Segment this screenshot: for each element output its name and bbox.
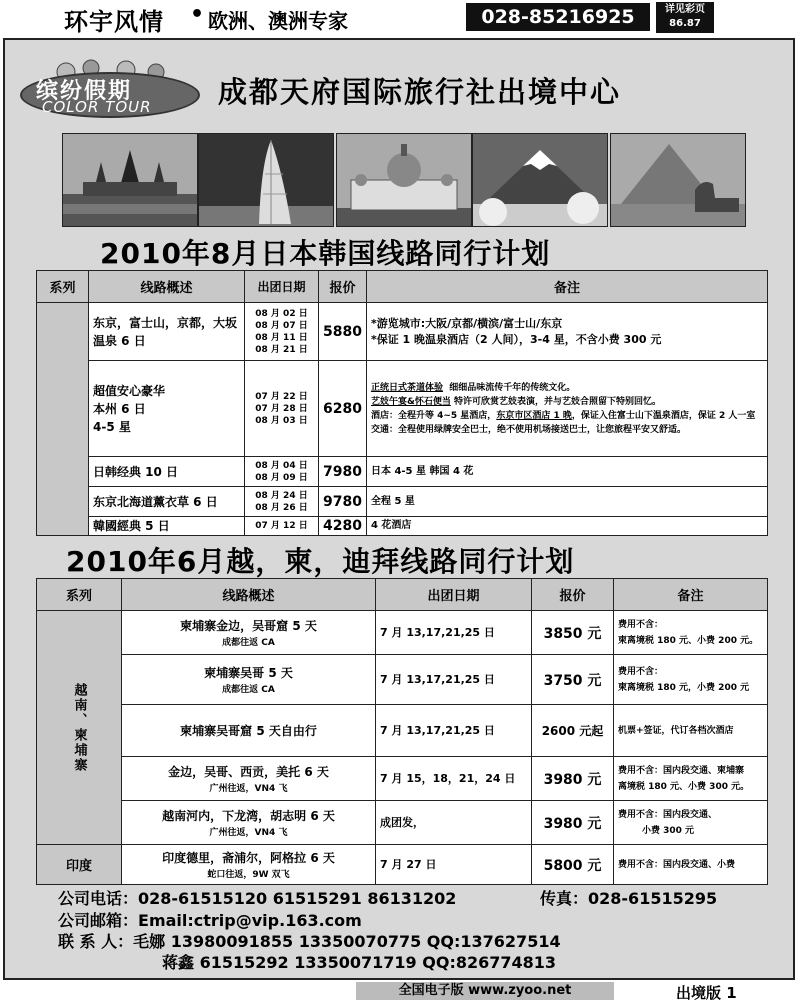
notes-cell: [614, 611, 768, 655]
color-tour-logo: [16, 58, 206, 128]
note-line: 费用不含：国内段交通、柬埔寨: [618, 765, 745, 776]
agency-name: 成都天府国际旅行社出境中心: [218, 75, 622, 109]
route-via: 广州往返，VN4 飞: [209, 828, 288, 838]
dates-cell: 7 月 27 日: [376, 845, 532, 885]
japan-korea-table: [36, 270, 768, 536]
table-row: [37, 517, 768, 536]
dates-cell: [245, 303, 319, 361]
email-label: 公司邮箱：: [58, 911, 139, 930]
footer-site[interactable]: 全国电子版 www.zyoo.net: [356, 982, 614, 1000]
table-header: [37, 271, 768, 303]
col-price: 报价: [532, 579, 614, 611]
photo-angkor-wat: [62, 133, 198, 227]
logo-en: COLOR TOUR: [42, 98, 152, 116]
contact-person2-line: 蒋鑫 61515292 13350071719 QQ:826774813: [162, 953, 557, 972]
table-row: [37, 655, 768, 705]
table-row: [37, 845, 768, 885]
note-line: 离境税 180 元、小费 300 元。: [618, 781, 750, 792]
section1-title: 2010年8月日本韩国线路同行计划: [100, 237, 551, 270]
route-cell: [122, 611, 376, 655]
photo-burj-al-arab: [198, 133, 334, 227]
table-row: [37, 457, 768, 487]
route-name: 金边，吴哥、西贡，美托 6 天: [168, 765, 329, 779]
notes-cell: [614, 655, 768, 705]
table-row: [37, 303, 768, 361]
fax-number: 028-61515295: [588, 889, 718, 908]
fax-label: 传真：: [540, 889, 589, 908]
route-cell: 超值安心豪华 本州 6 日 4-5 星: [89, 361, 245, 457]
note-line: 柬离境税 180 元、小费 200 元。: [618, 635, 759, 646]
price-cell: 3980 元: [532, 801, 614, 845]
table-header: [37, 579, 768, 611]
section2-title: 2010年6月越，柬，迪拜线路同行计划: [66, 545, 575, 578]
notes-cell: [366, 303, 767, 361]
masthead: [0, 0, 800, 34]
note-line: ，保证入住富士山下温泉酒店，保证 2 人一室: [571, 410, 756, 421]
note-line: 酒店：全程升等 4~5 星酒店，: [370, 410, 497, 421]
col-price: 报价: [319, 271, 367, 303]
table-row: [37, 611, 768, 655]
dates-cell: 成团发，: [376, 801, 532, 845]
route-cell: [122, 655, 376, 705]
price-cell: 2600 元起: [532, 705, 614, 757]
route-name: 印度德里，斋浦尔，阿格拉 6 天: [162, 851, 335, 865]
price-cell: 5880: [319, 303, 367, 361]
dates-cell: [245, 487, 319, 517]
note-highlight: 艺妓午宴&怀石便当: [370, 396, 451, 407]
footer-edition: 出境版 1: [676, 984, 737, 1002]
contact-email-line: [58, 908, 362, 931]
route-cell: 韓國經典 5 日: [89, 517, 245, 536]
series-cell: 越南、柬埔寨: [37, 611, 122, 845]
date: 08 月 03 日: [255, 415, 308, 426]
notes-cell: 4 花酒店: [366, 517, 767, 536]
email-value[interactable]: Email:ctrip@vip.163.com: [138, 911, 362, 930]
dates-cell: 7 月 13,17,21,25 日: [376, 655, 532, 705]
note-line: 特许可欣赏艺妓表演，并与艺妓合照留下特别回忆。: [453, 396, 661, 407]
date: 08 月 21 日: [255, 344, 308, 355]
date: 08 月 11 日: [255, 332, 308, 343]
table-row: [37, 757, 768, 801]
col-notes: 备注: [614, 579, 768, 611]
series-cell: [37, 303, 89, 536]
col-route: 线路概述: [89, 271, 245, 303]
note-line: *保证 1 晚温泉酒店（2 人间），3-4 星，不含小费 300 元: [370, 332, 662, 346]
route-cell: [122, 845, 376, 885]
photo-mount-fuji: [472, 133, 608, 227]
date: 08 月 04 日: [255, 460, 308, 471]
notes-cell: 全程 5 星: [366, 487, 767, 517]
notes-cell: [614, 801, 768, 845]
date: 08 月 07 日: [255, 320, 308, 331]
dates-cell: 7 月 13,17,21,25 日: [376, 705, 532, 757]
palace-dome-icon: [337, 134, 471, 226]
route-name: 越南河内，下龙湾，胡志明 6 天: [162, 809, 335, 823]
dates-cell: [245, 361, 319, 457]
note-line: 费用不含：: [618, 619, 664, 630]
table-row: [37, 487, 768, 517]
date: 07 月 28 日: [255, 403, 308, 414]
route-via: 蛇口往返，9W 双飞: [207, 870, 290, 880]
price-cell: 3980 元: [532, 757, 614, 801]
note-line: 费用不含：国内段交通、: [618, 809, 718, 820]
price-cell: 3750 元: [532, 655, 614, 705]
dates-cell: 7 月 13,17,21,25 日: [376, 611, 532, 655]
route-cell: 东京北海道薰衣草 6 日: [89, 487, 245, 517]
route-cell: 东京，富士山，京都，大坂温泉 6 日: [89, 303, 245, 361]
route-name: 柬埔寨金边，吴哥窟 5 天: [180, 619, 317, 633]
photo-palace-dome: [336, 133, 472, 227]
route-via: 成都往返 CA: [222, 685, 275, 695]
masthead-phone: 028-85216925: [466, 3, 650, 31]
contact-person-line: [58, 929, 561, 952]
series-cell: 印度: [37, 845, 122, 885]
notes-cell: [366, 361, 767, 457]
contact-phone-line: [58, 886, 456, 909]
col-series: 系列: [37, 271, 89, 303]
note-highlight: 东京市区酒店 1 晚: [496, 410, 572, 421]
table-row: [37, 801, 768, 845]
angkor-wat-icon: [63, 134, 197, 226]
photo-pyramid-sphinx: [610, 133, 746, 227]
contact-fax-line: [540, 886, 717, 909]
masthead-brand: 环宇风情: [64, 8, 164, 36]
col-series: 系列: [37, 579, 122, 611]
dates-cell: 7 月 15，18，21，24 日: [376, 757, 532, 801]
note-line: *游览城市:大阪/京都/横滨/富士山/东京: [370, 316, 563, 330]
route-via: 成都往返 CA: [222, 638, 275, 648]
logo-cn: 缤纷假期: [36, 79, 133, 104]
masthead-ref: [656, 2, 714, 33]
route-via: 广州往返，VN4 飞: [209, 784, 288, 794]
route-cell: 柬埔寨吴哥窟 5 天自由行: [122, 705, 376, 757]
notes-cell: 日本 4-5 星 韩国 4 花: [366, 457, 767, 487]
notes-cell: 费用不含：国内段交通、小费: [614, 845, 768, 885]
masthead-dot: •: [190, 2, 205, 27]
note-highlight: 正统日式茶道体验: [370, 382, 443, 393]
pyramid-sphinx-icon: [611, 134, 745, 226]
route-cell: 日韩经典 10 日: [89, 457, 245, 487]
date: 08 月 24 日: [255, 490, 308, 501]
price-cell: 5800 元: [532, 845, 614, 885]
route-name: 柬埔寨吴哥 5 天: [204, 666, 293, 680]
person1-value: 毛娜 13980091855 13350070775 QQ:137627514: [133, 932, 561, 951]
ref-page: 86.87: [669, 18, 701, 29]
dates-cell: [245, 457, 319, 487]
route-cell: [122, 757, 376, 801]
note-line: 柬离境税 180 元，小费 200 元: [618, 682, 750, 693]
table-row: [37, 361, 768, 457]
col-dates: 出团日期: [245, 271, 319, 303]
masthead-subtitle: 欧洲、澳洲专家: [208, 9, 348, 33]
date: 08 月 09 日: [255, 472, 308, 483]
date: 07 月 22 日: [255, 391, 308, 402]
route-cell: [122, 801, 376, 845]
note-line: 细细品味流传千年的传统文化。: [449, 382, 576, 393]
date: 08 月 02 日: [255, 308, 308, 319]
footer: [0, 982, 800, 1000]
notes-cell: [614, 757, 768, 801]
price-cell: 6280: [319, 361, 367, 457]
notes-cell: 机票+签证，代订各档次酒店: [614, 705, 768, 757]
price-cell: 3850 元: [532, 611, 614, 655]
person-label: 联 系 人：: [58, 932, 134, 951]
table-row: [37, 705, 768, 757]
phone-numbers: 028-61515120 61515291 86131202: [138, 889, 457, 908]
note-line: 小费 300 元: [642, 825, 695, 836]
col-dates: 出团日期: [376, 579, 532, 611]
price-cell: 4280: [319, 517, 367, 536]
dates-cell: 07 月 12 日: [245, 517, 319, 536]
burj-al-arab-icon: [199, 134, 333, 226]
phone-label: 公司电话：: [58, 889, 139, 908]
price-cell: 7980: [319, 457, 367, 487]
ref-label: 详见彩页: [665, 4, 705, 15]
mount-fuji-icon: [473, 134, 607, 226]
price-cell: 9780: [319, 487, 367, 517]
col-route: 线路概述: [122, 579, 376, 611]
col-notes: 备注: [366, 271, 767, 303]
note-line: 交通：全程使用绿牌安全巴士，绝不使用机场接送巴士，让您旅程平安又舒适。: [370, 424, 686, 435]
date: 08 月 26 日: [255, 502, 308, 513]
vietnam-cambodia-table: [36, 578, 768, 885]
note-line: 费用不含：: [618, 666, 664, 677]
